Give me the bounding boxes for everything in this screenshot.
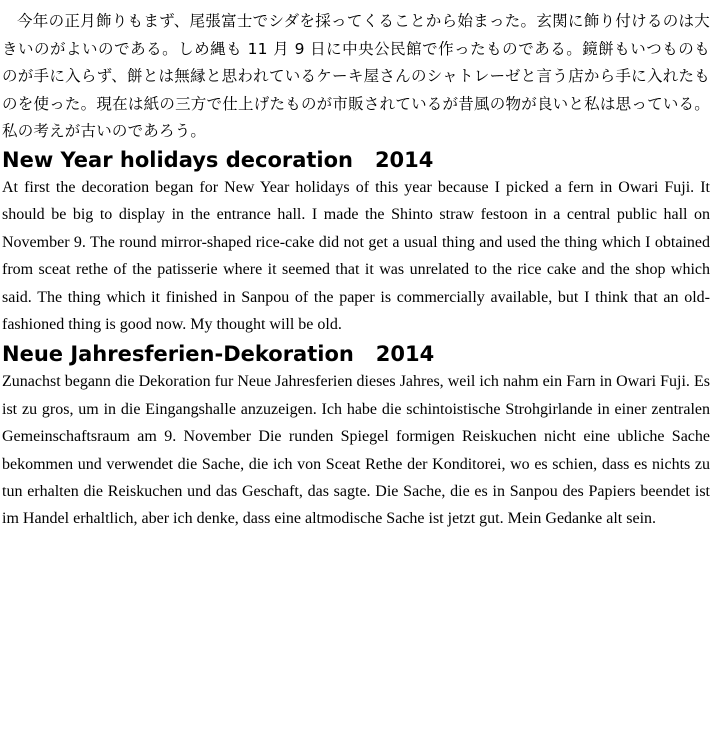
japanese-paragraph: 今年の正月飾りもまず、尾張富士でシダを採ってくることから始まった。玄関に飾り付けるのは大きいのがよいのである。しめ縄も 11 月 9 日に中央公民館で作ったものである。鏡餅もいつものものが手に入らず、餅とは無縁と思われているケーキ屋さんのシャトレーゼと言う店から手に入れたものを使った。現在は紙の三方で仕上げたものが市販されているが昔風の物が良いと私は思っている。私の考えが古いのであろう。 — [2, 12, 710, 141]
english-paragraph: At first the decoration began for New Year holidays of this year because I picked a fern in Owari Fuji. It should be big to display in the entrance hall. I made the Shinto straw festoon in a central public hall on November 9. The round mirror-shaped rice-cake did not get a usual thing and used the thing which I obtained from sceat rethe of the patisserie where it seemed that it was unrelated to the rice cake and the shop which said. The thing which it finished in Sanpou of the paper is commercially available, but I think that an old-fashioned thing is good now. My thought will be old. — [2, 178, 710, 333]
german-paragraph: Zunachst begann die Dekoration fur Neue Jahresferien dieses Jahres, weil ich nahm ein Farn in Owari Fuji. Es ist zu gros, um in die Eingangshalle anzuzeigen. Ich habe die schintoistische Strohgirlande in einer zentralen Gemeinschaftsraum am 9. November Die runden Spiegel formigen Reiskuchen nicht eine ubliche Sache bekommen und verwendet die Sache, die ich von Sceat Rethe der Konditorei, wo es schien, dass es nichts zu tun erhalten die Reiskuchen und das Geschaft, das sagte. Die Sache, die es in Sanpou des Papiers beendet ist im Handel erhaltlich, aber ich denke, dass eine altmodische Sache ist jetzt gut. Mein Gedanke alt sein. — [2, 373, 710, 528]
german-heading: Neue Jahresferien-Dekoration 2014 — [2, 342, 435, 367]
english-heading: New Year holidays decoration 2014 — [2, 147, 434, 172]
